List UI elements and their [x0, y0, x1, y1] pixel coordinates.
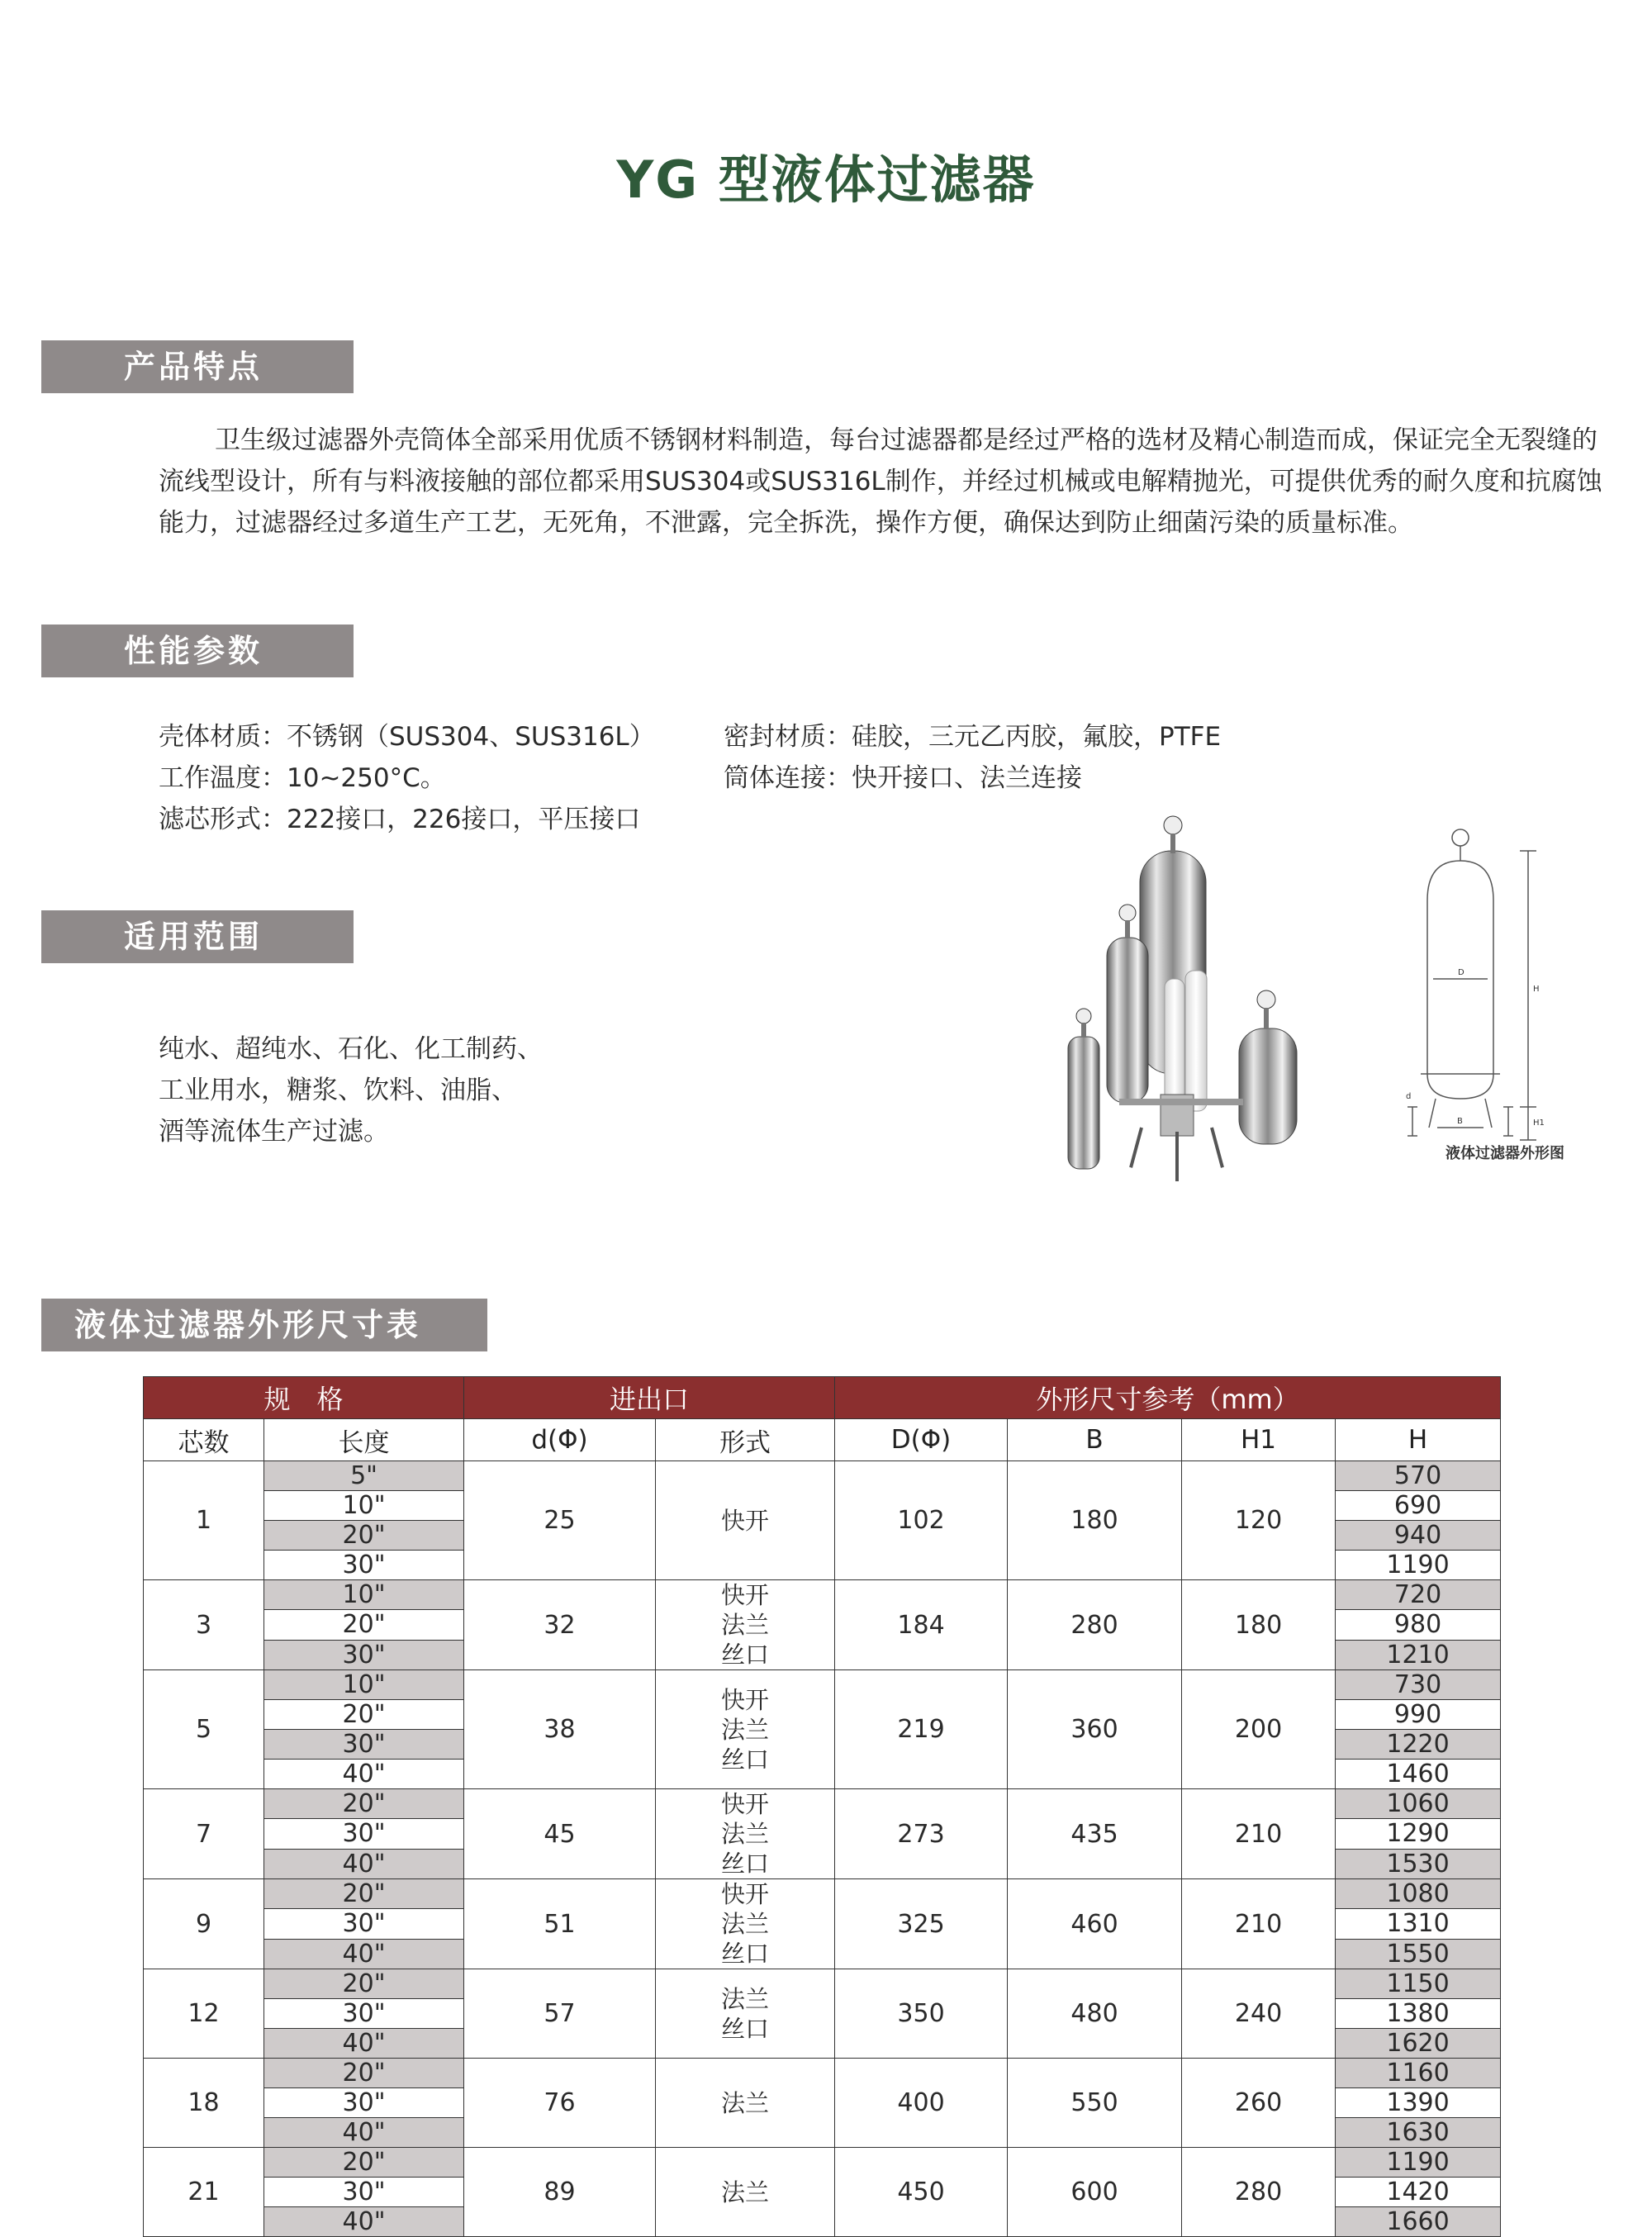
- cell-B: 280: [1008, 1580, 1182, 1670]
- drawing-label-H: H: [1533, 985, 1540, 994]
- params-left-list: [159, 716, 655, 840]
- param-shell-material: 壳体材质：不锈钢（SUS304、SUS316L）: [159, 722, 655, 752]
- cell-length: 5": [264, 1461, 464, 1491]
- dims-heading-text: 液体过滤器外形尺寸表: [74, 1307, 422, 1343]
- cell-cores: 7: [144, 1789, 264, 1879]
- type-line: 丝口: [721, 1940, 770, 1968]
- col-header-B: B: [1008, 1419, 1182, 1461]
- cell-B: 600: [1008, 2148, 1182, 2237]
- cell-length: 30": [264, 1909, 464, 1939]
- cell-H: 1160: [1336, 2059, 1501, 2088]
- type-line: 快开: [721, 1685, 770, 1714]
- outline-drawing: [1404, 814, 1602, 1169]
- type-line: 快开: [721, 1880, 770, 1908]
- cell-H: 1630: [1336, 2118, 1501, 2148]
- page-title: YG 型液体过滤器: [616, 150, 1036, 210]
- cell-type: [656, 1789, 835, 1879]
- type-line: 丝口: [721, 2014, 770, 2043]
- cell-H: 990: [1336, 1700, 1501, 1730]
- params-right-list: [724, 716, 1221, 799]
- cell-length: 40": [264, 2118, 464, 2148]
- section-heading-dims: [41, 1299, 487, 1351]
- drawing-label-B: B: [1457, 1117, 1463, 1126]
- cell-H: 720: [1336, 1580, 1501, 1610]
- cell-H: 1620: [1336, 2029, 1501, 2059]
- features-text: 卫生级过滤器外壳筒体全部采用优质不锈钢材料制造，每台过滤器都是经过严格的选材及精心制造而成，保证完全无裂缝的流线型设计，所有与料液接触的部位都采用SUS304或SUS316L制作，并经过机械或电解精抛光，可提供优秀的耐久度和抗腐蚀能力，过滤器经过多道生产工艺，无死角，不泄露，完全拆洗，操作方便，确保达到防止细菌污染的质量标准。: [159, 425, 1602, 538]
- cell-length: 20": [264, 1789, 464, 1819]
- table-group-header-row: [144, 1377, 1501, 1419]
- drawing-label-H1: H1: [1533, 1118, 1545, 1128]
- cell-length: 40": [264, 1939, 464, 1969]
- scope-list: [159, 1028, 543, 1152]
- cell-H1: 260: [1182, 2059, 1336, 2148]
- cell-D: 219: [835, 1670, 1008, 1789]
- cell-cores: 1: [144, 1461, 264, 1580]
- cell-H: 1660: [1336, 2207, 1501, 2237]
- cell-B: 460: [1008, 1879, 1182, 1969]
- cell-H: 1420: [1336, 2178, 1501, 2207]
- cell-D: 325: [835, 1879, 1008, 1969]
- cell-D: 102: [835, 1461, 1008, 1580]
- cell-H: 1460: [1336, 1760, 1501, 1789]
- type-line: 快开: [721, 1506, 770, 1535]
- cell-H: 1530: [1336, 1849, 1501, 1878]
- cell-d: 57: [464, 1969, 656, 2059]
- cell-type: [656, 2059, 835, 2148]
- cell-length: 30": [264, 1730, 464, 1760]
- col-header-type: 形式: [656, 1419, 835, 1461]
- drawing-caption: 液体过滤器外形图: [1446, 1145, 1564, 1162]
- scope-heading-text: 适用范围: [124, 919, 263, 955]
- table-row: [144, 1580, 1501, 1610]
- table-row: [144, 1670, 1501, 1700]
- product-photo: [1061, 814, 1334, 1185]
- cell-d: 89: [464, 2148, 656, 2237]
- type-line: 法兰: [721, 1611, 770, 1639]
- cell-cores: 18: [144, 2059, 264, 2148]
- cell-d: 25: [464, 1461, 656, 1580]
- cell-H: 1310: [1336, 1909, 1501, 1939]
- table-body: [144, 1461, 1501, 2237]
- cell-H: 940: [1336, 1521, 1501, 1551]
- cell-type: [656, 1879, 835, 1969]
- drawing-label-d: d: [1406, 1092, 1412, 1101]
- group-header-spec: 规 格: [144, 1377, 464, 1419]
- cell-B: 180: [1008, 1461, 1182, 1580]
- param-work-temp: 工作温度：10~250°C。: [159, 763, 446, 793]
- cell-length: 20": [264, 2059, 464, 2088]
- cell-B: 360: [1008, 1670, 1182, 1789]
- group-header-ports: 进出口: [464, 1377, 835, 1419]
- cell-length: 20": [264, 1700, 464, 1730]
- cell-cores: 21: [144, 2148, 264, 2237]
- param-seal-material: 密封材质：硅胶，三元乙丙胶，氟胶，PTFE: [724, 722, 1222, 752]
- type-line: 法兰: [721, 1715, 770, 1744]
- col-header-d: d(Φ): [464, 1419, 656, 1461]
- cell-length: 20": [264, 1610, 464, 1640]
- scope-line-3: 酒等流体生产过滤。: [159, 1117, 389, 1147]
- cell-type: [656, 2148, 835, 2237]
- cell-length: 10": [264, 1491, 464, 1521]
- cell-H: 690: [1336, 1491, 1501, 1521]
- table-row: [144, 1789, 1501, 1819]
- cell-length: 30": [264, 2088, 464, 2118]
- cell-H1: 180: [1182, 1580, 1336, 1670]
- cell-D: 184: [835, 1580, 1008, 1670]
- cell-length: 10": [264, 1670, 464, 1700]
- cell-length: 30": [264, 1640, 464, 1669]
- col-header-cores: 芯数: [144, 1419, 264, 1461]
- cell-type: [656, 1969, 835, 2059]
- cell-H: 730: [1336, 1670, 1501, 1700]
- cell-length: 30": [264, 1551, 464, 1580]
- cell-length: 20": [264, 1879, 464, 1909]
- cell-length: 20": [264, 1969, 464, 1999]
- cell-type: [656, 1580, 835, 1670]
- cell-H: 1060: [1336, 1789, 1501, 1819]
- cell-H: 980: [1336, 1610, 1501, 1640]
- cell-D: 350: [835, 1969, 1008, 2059]
- cell-length: 40": [264, 1849, 464, 1878]
- cell-length: 10": [264, 1580, 464, 1610]
- section-heading-scope: [41, 910, 354, 963]
- cell-type: [656, 1461, 835, 1580]
- cell-H: 1550: [1336, 1939, 1501, 1969]
- type-line: 法兰: [721, 2088, 770, 2117]
- section-heading-params: [41, 625, 354, 677]
- type-line: 丝口: [721, 1850, 770, 1878]
- cell-H: 1220: [1336, 1730, 1501, 1760]
- table-row: [144, 1969, 1501, 1999]
- cell-cores: 9: [144, 1879, 264, 1969]
- cell-H1: 120: [1182, 1461, 1336, 1580]
- col-header-length: 长度: [264, 1419, 464, 1461]
- type-line: 快开: [721, 1790, 770, 1818]
- col-header-D: D(Φ): [835, 1419, 1008, 1461]
- cell-d: 45: [464, 1789, 656, 1879]
- cell-length: 40": [264, 2029, 464, 2059]
- cell-H: 1080: [1336, 1879, 1501, 1909]
- cell-D: 400: [835, 2059, 1008, 2148]
- table-row: [144, 1461, 1501, 1491]
- cell-H: 570: [1336, 1461, 1501, 1491]
- dimensions-table: [143, 1376, 1501, 2237]
- cell-H: 1190: [1336, 1551, 1501, 1580]
- cell-d: 38: [464, 1670, 656, 1789]
- cell-H: 1190: [1336, 2148, 1501, 2178]
- section-heading-features: [41, 340, 354, 393]
- cell-type: [656, 1670, 835, 1789]
- cell-cores: 3: [144, 1580, 264, 1670]
- drawing-label-D: D: [1458, 968, 1464, 977]
- type-line: 丝口: [721, 1745, 770, 1774]
- cell-H: 1390: [1336, 2088, 1501, 2118]
- table-row: [144, 2059, 1501, 2088]
- cell-H1: 210: [1182, 1879, 1336, 1969]
- cell-H1: 210: [1182, 1789, 1336, 1879]
- cell-H1: 280: [1182, 2148, 1336, 2237]
- cell-cores: 12: [144, 1969, 264, 2059]
- cell-length: 40": [264, 2207, 464, 2237]
- cell-length: 30": [264, 1819, 464, 1849]
- cell-H1: 200: [1182, 1670, 1336, 1789]
- cell-d: 76: [464, 2059, 656, 2148]
- cell-D: 273: [835, 1789, 1008, 1879]
- scope-line-2: 工业用水，糖浆、饮料、油脂、: [159, 1076, 517, 1105]
- cell-H1: 240: [1182, 1969, 1336, 2059]
- cell-H: 1210: [1336, 1640, 1501, 1669]
- col-header-H: H: [1336, 1419, 1501, 1461]
- table-row: [144, 2148, 1501, 2178]
- cell-d: 32: [464, 1580, 656, 1670]
- cell-length: 30": [264, 2178, 464, 2207]
- cell-d: 51: [464, 1879, 656, 1969]
- type-line: 法兰: [721, 1984, 770, 2013]
- cell-H: 1290: [1336, 1819, 1501, 1849]
- type-line: 法兰: [721, 1820, 770, 1848]
- col-header-H1: H1: [1182, 1419, 1336, 1461]
- param-cartridge-type: 滤芯形式：222接口，226接口，平压接口: [159, 805, 641, 834]
- cell-length: 20": [264, 1521, 464, 1551]
- type-line: 法兰: [721, 2178, 770, 2206]
- table-row: [144, 1879, 1501, 1909]
- features-paragraph: [159, 420, 1604, 544]
- scope-line-1: 纯水、超纯水、石化、化工制药、: [159, 1034, 543, 1064]
- cell-B: 435: [1008, 1789, 1182, 1879]
- features-heading-text: 产品特点: [124, 349, 263, 385]
- type-line: 丝口: [721, 1641, 770, 1669]
- group-header-dims: 外形尺寸参考（mm）: [835, 1377, 1501, 1419]
- cell-D: 450: [835, 2148, 1008, 2237]
- cell-B: 480: [1008, 1969, 1182, 2059]
- cell-B: 550: [1008, 2059, 1182, 2148]
- cell-cores: 5: [144, 1670, 264, 1789]
- type-line: 法兰: [721, 1910, 770, 1938]
- cell-length: 40": [264, 1760, 464, 1789]
- param-connection: 筒体连接：快开接口、法兰连接: [724, 763, 1082, 793]
- cell-length: 30": [264, 1999, 464, 2029]
- cell-length: 20": [264, 2148, 464, 2178]
- type-line: 快开: [721, 1581, 770, 1609]
- cell-H: 1150: [1336, 1969, 1501, 1999]
- table-column-header-row: [144, 1419, 1501, 1461]
- params-heading-text: 性能参数: [124, 633, 263, 669]
- cell-H: 1380: [1336, 1999, 1501, 2029]
